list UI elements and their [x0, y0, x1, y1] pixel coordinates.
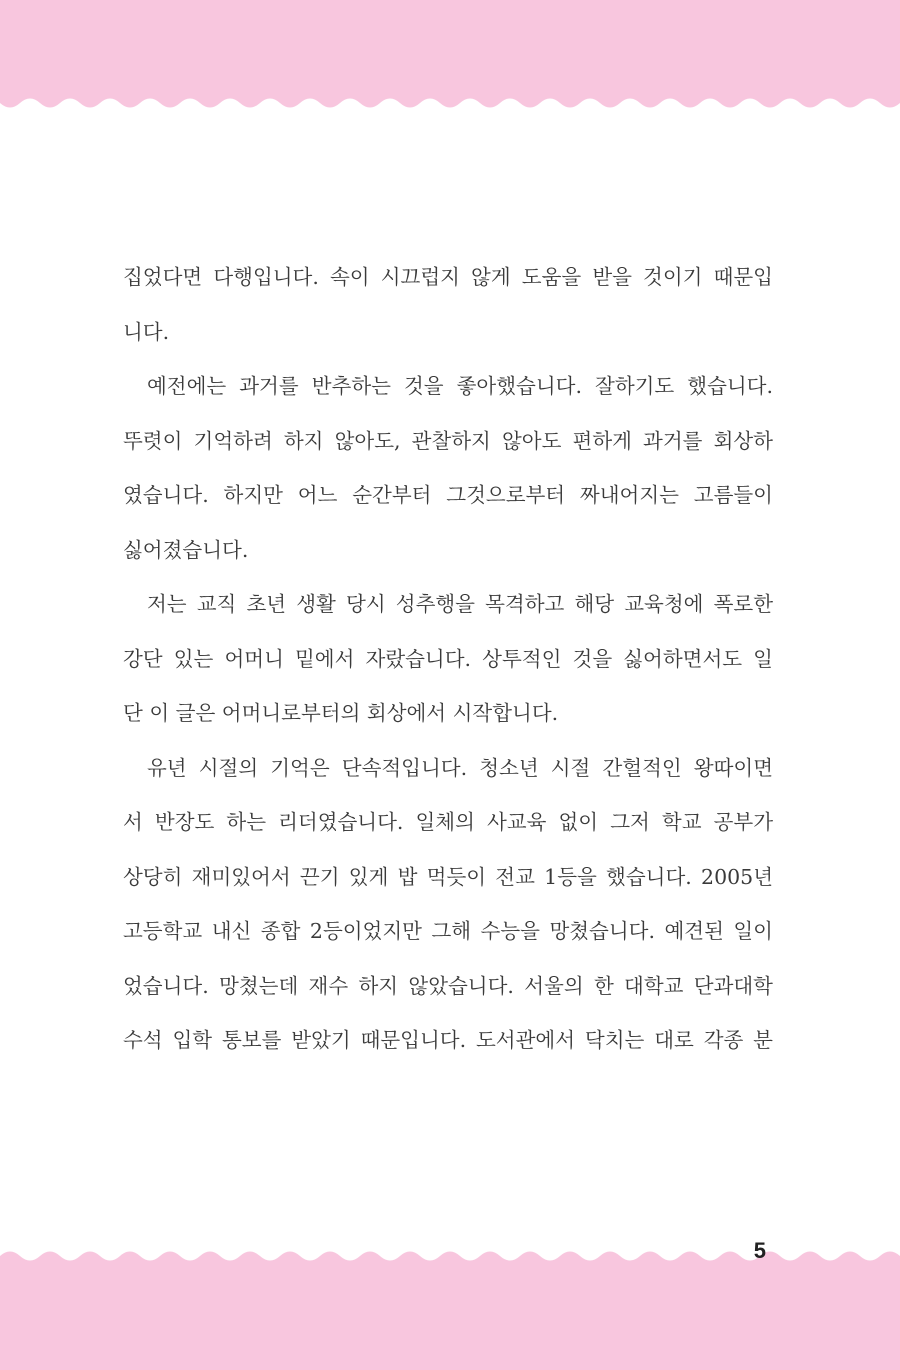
paragraph — [123, 359, 773, 577]
text-line: 집었다면 다행입니다. 속이 시끄럽지 않게 도움을 받을 것이기 때문입 — [123, 265, 773, 289]
text-line: 상당히 재미있어서 끈기 있게 밥 먹듯이 전교 1등을 했습니다. 2005년 — [123, 864, 773, 889]
top-pink-wave-band — [0, 0, 900, 120]
paragraph — [123, 250, 773, 359]
text-line: 뚜렷이 기억하려 하지 않아도, 관찰하지 않아도 편하게 과거를 회상하 — [123, 428, 773, 453]
text-line: 고등학교 내신 종합 2등이었지만 그해 수능을 망쳤습니다. 예견된 일이 — [123, 919, 773, 943]
text-line: 예전에는 과거를 반추하는 것을 좋아했습니다. 잘하기도 했습니다. — [147, 374, 773, 398]
text-line: 니다. — [123, 319, 170, 344]
text-line: 서 반장도 하는 리더였습니다. 일체의 사교육 없이 그저 학교 공부가 — [123, 810, 773, 834]
text-line: 싫어졌습니다. — [123, 537, 249, 562]
body-text — [123, 250, 773, 1068]
text-line: 었습니다. 망쳤는데 재수 하지 않았습니다. 서울의 한 대학교 단과대학 — [123, 973, 773, 998]
paragraph — [123, 577, 773, 741]
text-line: 단 이 글은 어머니로부터의 회상에서 시작합니다. — [123, 701, 559, 725]
top-wave-shape — [0, 0, 900, 108]
text-line: 수석 입학 통보를 받았기 때문입니다. 도서관에서 닥치는 대로 각종 분 — [123, 1028, 773, 1052]
text-line: 저는 교직 초년 생활 당시 성추행을 목격하고 해당 교육청에 폭로한 — [147, 592, 773, 616]
paragraph — [123, 741, 773, 1068]
text-line: 강단 있는 어머니 밑에서 자랐습니다. 상투적인 것을 싫어하면서도 일 — [123, 646, 773, 671]
bottom-wave-shape — [0, 1252, 900, 1370]
text-line: 유년 시절의 기억은 단속적입니다. 청소년 시절 간헐적인 왕따이면 — [147, 755, 773, 780]
text-line: 였습니다. 하지만 어느 순간부터 그것으로부터 짜내어지는 고름들이 — [123, 483, 773, 507]
page-number: 5 — [753, 1238, 766, 1263]
